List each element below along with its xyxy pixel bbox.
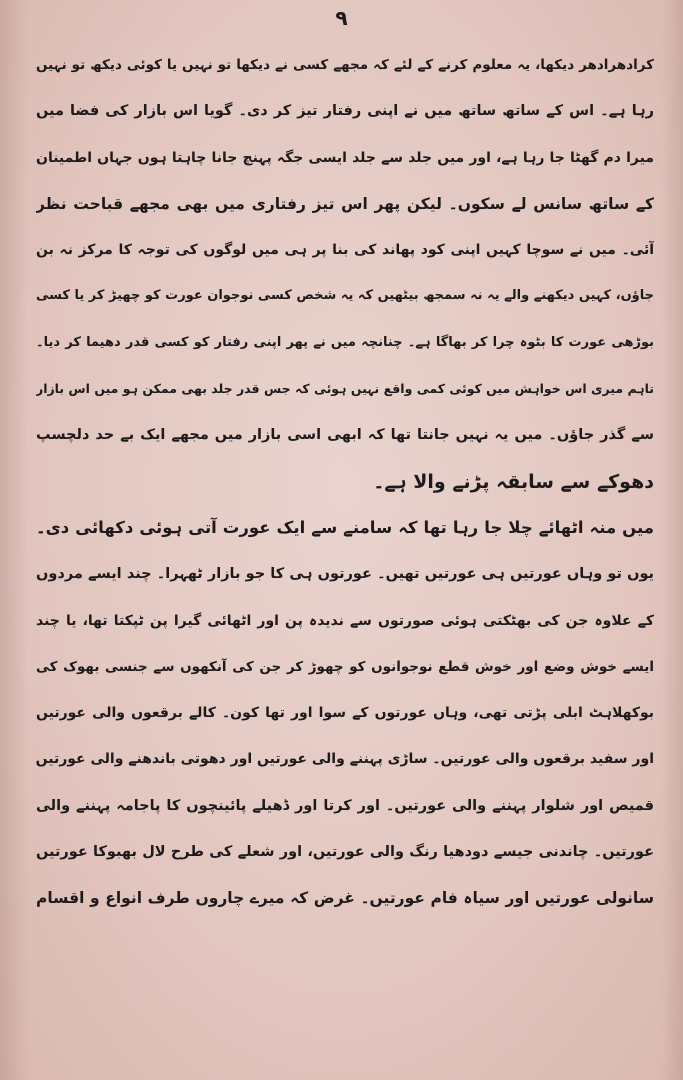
text-line: اور سفید برقعوں والی عورتیں۔ ساڑی پہننے والی عورتیں اور دھوتی باندھنے والی عورتیں bbox=[36, 751, 654, 768]
page-edge-shadow-right bbox=[661, 0, 683, 1080]
text-line: کرادھرادھر دیکھا، یہ معلوم کرنے کے لئے کہ مجھے کسی نے دیکھا تو نہیں یا کوئی دیکھ تو نہیں bbox=[36, 57, 654, 73]
page-edge-shadow-left bbox=[0, 0, 28, 1080]
text-line: بوڑھی عورت کا بٹوہ چرا کر بھاگا ہے۔ چنانچہ میں نے پھر اپنی رفتار کو کسی قدر دھیما کر دیا۔ bbox=[36, 334, 654, 350]
text-line: میں منہ اٹھائے چلا جا رہا تھا کہ سامنے سے ایک عورت آتی ہوئی دکھائی دی۔ bbox=[36, 517, 654, 537]
page-body-text bbox=[36, 42, 654, 922]
text-line: دھوکے سے سابقہ پڑنے والا ہے۔ bbox=[373, 470, 654, 493]
text-line: کے علاوہ جن کی بھٹکتی ہوئی صورتوں سے ندیدہ پن اور اٹھائی گیرا پن ٹپکتا تھا، یا چند bbox=[36, 612, 654, 629]
text-line: سے گذر جاؤں۔ میں یہ نہیں جانتا تھا کہ ابھی اسی بازار میں مجھے ایک بے حد دلچسپ bbox=[36, 427, 654, 444]
text-line: سانولی عورتیں اور سیاہ فام عورتیں۔ غرض کہ میرے چاروں طرف انواع و اقسام bbox=[36, 889, 654, 908]
text-line: تاہم میری اس خواہش میں کوئی کمی واقع نہیں ہوئی کہ جس قدر جلد بھی ممکن ہو میں اس بازار bbox=[36, 381, 654, 397]
text-line: یوں تو وہاں عورتیں ہی عورتیں تھیں۔ عورتوں ہی کا جو بازار ٹھہرا۔ چند ایسے مردوں bbox=[36, 566, 654, 583]
text-line: قمیص اور شلوار پہننے والی عورتیں۔ اور کرتا اور ڈھیلے پائینچوں کا پاجامہ پہننے والی bbox=[36, 797, 654, 814]
text-line: بوکھلاہٹ ابلی پڑتی تھی، وہاں عورتوں کے سوا اور تھا کون۔ کالے برقعوں والی عورتیں bbox=[36, 705, 654, 722]
paragraph-1 bbox=[36, 42, 654, 505]
paragraph-2 bbox=[36, 505, 654, 922]
text-line: میرا دم گھٹا جا رہا ہے، اور میں جلد سے جلد ایسی جگہ پہنچ جانا چاہتا ہوں جہاں اطمینان bbox=[36, 149, 654, 166]
text-line: عورتیں۔ چاندنی جیسے دودھیا رنگ والی عورتیں، اور شعلے کی طرح لال بھبوکا عورتیں bbox=[36, 844, 654, 861]
page-number: ۹ bbox=[335, 6, 348, 30]
text-line: رہا ہے۔ اس کے ساتھ ساتھ میں نے اپنی رفتار تیز کر دی۔ گویا اس بازار کی فضا میں bbox=[36, 103, 654, 120]
text-line: کے ساتھ سانس لے سکوں۔ لیکن پھر اس تیز رفتاری میں بھی مجھے قباحت نظر bbox=[36, 194, 654, 213]
text-line: آئی۔ میں نے سوچا کہیں اپنی کود پھاند کی بنا پر ہی میں لوگوں کی توجہ کا مرکز نہ بن bbox=[36, 242, 654, 259]
text-line: ایسے خوش وضع اور خوش قطع نوجوانوں کو چھوڑ کر جن کی آنکھوں سے جنسی بھوک کی bbox=[36, 658, 654, 675]
text-line: جاؤں، کہیں دیکھنے والے یہ نہ سمجھ بیٹھیں کہ یہ شخص کسی نوجوان عورت کو چھیڑ کر یا کسی bbox=[36, 288, 654, 304]
